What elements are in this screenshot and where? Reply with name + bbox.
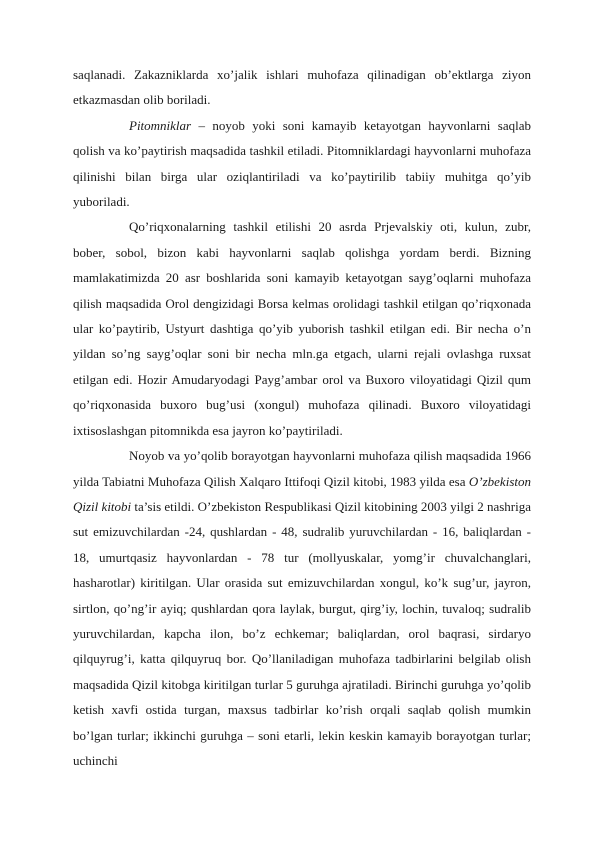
paragraph-text: Qo’riqxonalarning tashkil etilishi 20 asrda Prjevalskiy oti, kulun, zubr, bober, sobol, bizon kabi hayvonlarni saqlab qolishga yordam berdi. Bizning mamlakatimizda 20 asr boshlarida soni kamayib ketayotgan sayg’oqlarni muhofaza qilish maqsadida Orol dengizidagi Borsa kelmas orolidagi tashkil etilgan qo’riqxonada ular ko’paytirib, Ustyurt dashtiga qo’yib yuborish tashkil etilgan edi. Bir necha o’n yildan so’ng sayg’oqlar soni bir necha mln.ga etgach, ularni rejali ovlashga ruxsat etilgan edi. Hozir Amudaryodagi Payg’ambar orol va Buxoro viloyatidagi Qizil qum qo’riqxonasida buxoro bug’usi (xongul) muhofaza qilinadi. Buxoro viloyatidagi ixtisoslashgan pitomnikda esa jayron ko’paytiriladi. xyxy=(73,219,531,438)
term-ozbekiston-qizil-kitobi: O’zbekiston Qizil kitobi xyxy=(73,473,531,514)
term-pitomniklar: Pitomniklar xyxy=(129,117,192,133)
paragraph-text: saqlanadi. Zakazniklarda xo’jalik ishlari muhofaza qilinadigan ob’ektlarga ziyon etkazmasdan olib boriladi. xyxy=(73,67,531,108)
paragraph-text: – noyob yoki soni kamayib ketayotgan hayvonlarni saqlab qolish va ko’paytirish maqsadida tashkil etiladi. Pitomniklardagi hayvonlarni muhofaza qilinishi bilan birga ular oziqlantiriladi va ko’paytirilib tabiiy muhitga qo’yib yuboriladi. xyxy=(73,117,531,210)
paragraph-qoriqxonalar xyxy=(73,214,531,443)
paragraph-pitomniklar xyxy=(73,113,531,215)
paragraph-text: Noyob va yo’qolib borayotgan hayvonlarni muhofaza qilish maqsadida 1966 yilda Tabiatni Muhofaza Qilish Xalqaro Ittifoqi Qizil kitobi, 1983 yilda esa xyxy=(73,448,531,489)
paragraph-text: ta’sis etildi. O’zbekiston Respublikasi Qizil kitobining 2003 yilgi 2 nashriga sut emizuvchilardan -24, qushlardan - 48, sudralib yuruvchilardan - 16, baliqlardan - 18, umurtqasiz hayvonlardan - 78 tur (mollyuskalar, yomg’ir chuvalchanglari, hasharotlar) kiritilgan. Ular orasida sut emizuvchilardan xongul, ko’k sug’ur, jayron, sirtlon, qo’ng’ir ayiq; qushlardan qora laylak, burgut, qirg’iy, lochin, tuvaloq; sudralib yuruvchilardan, kapcha ilon, bo’z echkemar; baliqlardan, orol baqrasi, sirdaryo qilquyrug’i, katta qilquyruq bor. Qo’llaniladigan muhofaza tadbirlarini belgilab olish maqsadida Qizil kitobga kiritilgan turlar 5 guruhga ajratiladi. Birinchi guruhga yo’qolib ketish xavfi ostida turgan, maxsus tadbirlar ko’rish orqali saqlab qolish mumkin bo’lgan turlar; ikkinchi guruhga – soni etarli, lekin keskin kamayib borayotgan turlar; uchinchi xyxy=(73,498,531,768)
document-page xyxy=(73,62,531,773)
paragraph-continuation xyxy=(73,62,531,113)
paragraph-qizil-kitob xyxy=(73,443,531,773)
